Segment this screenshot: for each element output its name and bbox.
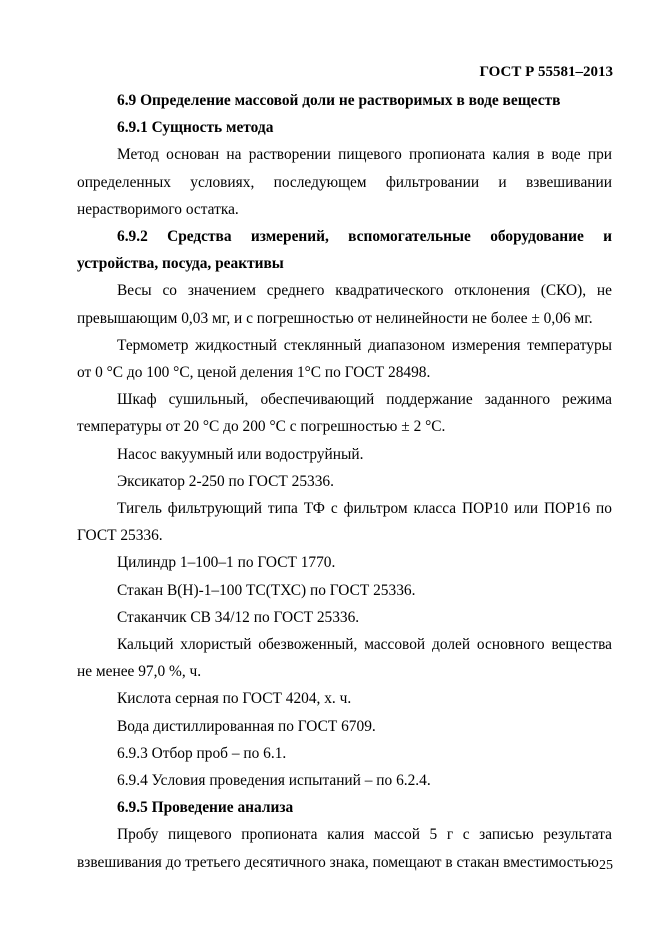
document-header: ГОСТ Р 55581–2013 [479, 64, 613, 80]
paragraph: Стакан В(Н)-1–100 ТС(ТХС) по ГОСТ 25336. [117, 581, 416, 599]
subsection-heading: 6.9.2 Средства измерений, вспомогательные оборудование и устройства, посуда, реактивы [77, 228, 612, 273]
paragraph: Кальций хлористый обезвоженный, массовой долей основного вещества не менее 97,0 %, ч. [77, 636, 612, 681]
paragraph: Вода дистиллированная по ГОСТ 6709. [117, 717, 376, 735]
paragraph: Цилиндр 1–100–1 по ГОСТ 1770. [117, 554, 336, 572]
section-heading: 6.9 Определение массовой доли не растворимых в воде веществ [117, 92, 561, 109]
subsection-line: 6.9.4 Условия проведения испытаний – по 6.2.4. [117, 772, 431, 790]
paragraph: Эксикатор 2-250 по ГОСТ 25336. [117, 472, 334, 490]
paragraph: Метод основан на растворении пищевого пропионата калия в воде при определенных условиях, последующем фильтровании и взвешивании нерастворимого остатка. [77, 146, 612, 218]
paragraph: Насос вакуумный или водоструйный. [117, 445, 364, 463]
paragraph: Стаканчик СВ 34/12 по ГОСТ 25336. [117, 608, 360, 626]
subsection-line: 6.9.3 Отбор проб – по 6.1. [117, 744, 287, 762]
subsection-heading: 6.9.5 Проведение анализа [117, 799, 294, 817]
paragraph: Кислота серная по ГОСТ 4204, х. ч. [117, 690, 352, 708]
paragraph: Шкаф сушильный, обеспечивающий поддержание заданного режима температуры от 20 °С до 200 °С с погрешностью ± 2 °С. [77, 391, 612, 436]
paragraph: Термометр жидкостный стеклянный диапазоном измерения температуры от 0 °С до 100 °С, ценой деления 1°С по ГОСТ 28498. [77, 336, 612, 382]
document-body [77, 87, 612, 876]
paragraph: Пробу пищевого пропионата калия массой 5 г с записью результата взвешивания до третьего десятичного знака, помещают в стакан вместимостью [77, 826, 612, 871]
page-number: 25 [599, 858, 613, 873]
subsection-heading: 6.9.1 Сущность метода [117, 119, 274, 137]
paragraph: Весы со значением среднего квадратического отклонения (СКО), не превышающим 0,03 мг, и с погрешностью от нелинейности не более ± 0,06 мг. [77, 282, 612, 327]
paragraph: Тигель фильтрующий типа ТФ с фильтром класса ПОР10 или ПОР16 по ГОСТ 25336. [77, 500, 612, 545]
